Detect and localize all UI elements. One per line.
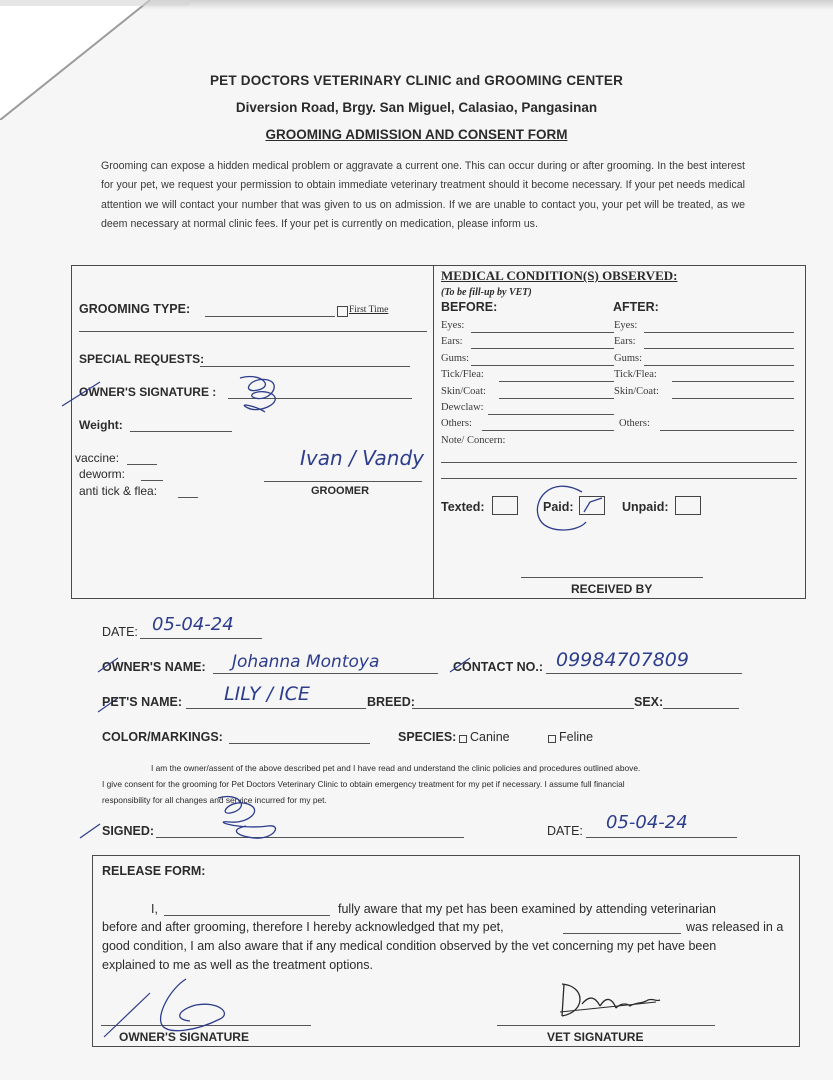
texted-checkbox[interactable]	[492, 496, 518, 515]
special-requests-field[interactable]	[200, 366, 410, 367]
vaccine-label: vaccine:	[75, 451, 120, 465]
consent-line-1: I am the owner/assent of the above described pet and I have read and understand the clinic policies and procedures outlined above.	[151, 763, 641, 773]
canine-label: Canine	[470, 730, 510, 744]
pet-name-label: PET'S NAME:	[102, 695, 183, 709]
received-by-label: RECEIVED BY	[571, 582, 653, 596]
release-pet-field[interactable]	[563, 933, 681, 934]
grooming-type-extra-line[interactable]	[79, 331, 427, 332]
grooming-type-label: GROOMING TYPE:	[79, 302, 191, 316]
release-line-4: explained to me as well as the treatment options.	[102, 958, 373, 972]
paid-check-mark	[530, 472, 620, 542]
weight-field[interactable]	[130, 431, 232, 432]
date-label: DATE:	[102, 625, 138, 639]
before-row-label: Gums:	[441, 352, 470, 364]
sex-field[interactable]	[663, 708, 739, 709]
antitick-field[interactable]	[178, 497, 198, 498]
date-field[interactable]	[140, 638, 262, 639]
contact-label: CONTACT NO.:	[453, 660, 544, 674]
consent-line-2: I give consent for the grooming for Pet Doctors Veterinary Clinic to obtain emergency treatment for my pet if necessary. I assume full financial	[102, 779, 625, 789]
after-row-label: Ears:	[614, 336, 636, 348]
color-markings-field[interactable]	[229, 743, 370, 744]
owner-name-label: OWNER'S NAME:	[102, 660, 206, 674]
clinic-name: PET DOCTORS VETERINARY CLINIC and GROOMING CENTER	[209, 73, 624, 88]
before-row-label: Ears:	[441, 336, 463, 348]
grooming-type-field[interactable]	[205, 316, 335, 317]
vet-signature-scribble	[556, 976, 666, 1026]
deworm-field[interactable]	[141, 480, 163, 481]
before-row-label: Tick/Flea:	[441, 369, 484, 381]
before-label: BEFORE:	[441, 300, 498, 314]
breed-label: BREED:	[367, 695, 415, 709]
after-row-field[interactable]	[672, 398, 794, 399]
before-row-field[interactable]	[499, 398, 614, 399]
after-row-field[interactable]	[672, 381, 794, 382]
before-row-field[interactable]	[488, 414, 614, 415]
vaccine-field[interactable]	[127, 464, 157, 465]
groomer-label: GROOMER	[311, 485, 370, 497]
consent-date-field[interactable]	[586, 837, 737, 838]
after-row-field[interactable]	[644, 332, 794, 333]
before-row-label: Others:	[441, 418, 472, 430]
received-by-field[interactable]	[521, 577, 703, 578]
first-time-checkbox[interactable]	[337, 306, 348, 317]
unpaid-label: Unpaid:	[622, 500, 669, 514]
after-label: AFTER:	[613, 300, 659, 314]
sex-label: SEX:	[634, 695, 664, 709]
release-line-2a: before and after grooming, therefore I hereby acknowledged that my pet,	[102, 920, 504, 934]
before-row-field[interactable]	[471, 365, 614, 366]
after-row-label: Skin/Coat:	[614, 385, 659, 397]
unpaid-checkbox[interactable]	[675, 496, 701, 515]
color-markings-label: COLOR/MARKINGS:	[102, 730, 223, 744]
consent-date-value: 05-04-24	[606, 812, 688, 833]
texted-label: Texted:	[441, 500, 485, 514]
deworm-label: deworm:	[79, 467, 126, 481]
owner-name-value: Johanna Montoya	[232, 652, 380, 672]
special-requests-label: SPECIAL REQUESTS:	[79, 352, 205, 366]
groomer-value: Ivan / Vandy	[300, 446, 424, 470]
before-row-label: Dewclaw:	[441, 402, 484, 413]
release-line-1a: I,	[151, 902, 158, 916]
antitick-label: anti tick & flea:	[79, 484, 158, 498]
box-divider	[433, 266, 434, 598]
after-row-field[interactable]	[644, 365, 794, 366]
before-row-field[interactable]	[499, 381, 614, 382]
feline-checkbox[interactable]	[548, 735, 556, 743]
after-row-label: Eyes:	[614, 320, 638, 331]
before-row-field[interactable]	[471, 332, 614, 333]
before-row-field[interactable]	[471, 348, 614, 349]
consent-date-label: DATE:	[547, 824, 583, 838]
first-time-label: First Time	[349, 305, 389, 315]
breed-field[interactable]	[412, 708, 634, 709]
release-line-2b: was released in a	[686, 920, 784, 934]
release-title: RELEASE FORM:	[102, 864, 206, 878]
intro-paragraph: Grooming can expose a hidden medical problem or aggravate a current one. This can occur during or after grooming. In the best interest for your pet, we request your permission to obtain immediate veterinary treatment should it become necessary. If your pet needs medical attention we will contact your number that was given to us on admission. If we are unable to contact you, your pet will be treated, as we deem necessary at normal clinic fees. If your pet is currently on medication, please inform us.	[101, 160, 745, 231]
weight-label: Weight:	[79, 418, 123, 432]
before-row-label: Eyes:	[441, 320, 465, 331]
pet-name-field[interactable]	[186, 708, 366, 709]
species-label: SPECIES:	[398, 730, 457, 744]
before-row-field[interactable]	[482, 430, 614, 431]
after-row-label: Tick/Flea:	[614, 369, 657, 381]
canine-checkbox[interactable]	[459, 735, 467, 743]
after-row-label: Others:	[619, 418, 650, 430]
before-row-label: Skin/Coat:	[441, 385, 486, 397]
vet-signature-label: VET SIGNATURE	[547, 1030, 644, 1044]
paid-label: Paid:	[543, 500, 574, 514]
signed-label: SIGNED:	[102, 824, 155, 838]
pet-name-value: LILY / ICE	[224, 683, 310, 705]
note-line-1[interactable]	[441, 462, 797, 463]
after-row-field[interactable]	[644, 348, 794, 349]
release-line-1b: fully aware that my pet has been examined by attending veterinarian	[338, 902, 717, 916]
feline-label: Feline	[559, 730, 594, 744]
after-row-label: Gums:	[614, 352, 643, 364]
form-title: GROOMING ADMISSION AND CONSENT FORM	[265, 127, 568, 142]
owner-signature-label: OWNER'S SIGNATURE :	[79, 385, 217, 399]
release-owner-signature-label: OWNER'S SIGNATURE	[119, 1030, 249, 1044]
date-value: 05-04-24	[152, 614, 234, 635]
medical-subtitle: (To be fill-up by VET)	[441, 287, 532, 298]
contact-value: 09984707809	[556, 649, 689, 671]
release-name-field[interactable]	[164, 915, 330, 916]
after-row-field[interactable]	[660, 430, 794, 431]
contact-field[interactable]	[546, 673, 742, 674]
consent-signature-scribble	[78, 790, 298, 850]
release-line-3: good condition, I am also aware that if any medical condition observed by the vet concerning my pet have been	[102, 939, 717, 953]
groomer-field[interactable]	[264, 481, 422, 482]
clinic-address: Diversion Road, Brgy. San Miguel, Calasiao, Pangasinan	[235, 100, 598, 115]
medical-title: MEDICAL CONDITION(S) OBSERVED:	[441, 268, 678, 283]
consent-line-3: responsibility for all changes and service incurred for my pet.	[102, 795, 327, 805]
note-label: Note/ Concern:	[441, 435, 506, 446]
